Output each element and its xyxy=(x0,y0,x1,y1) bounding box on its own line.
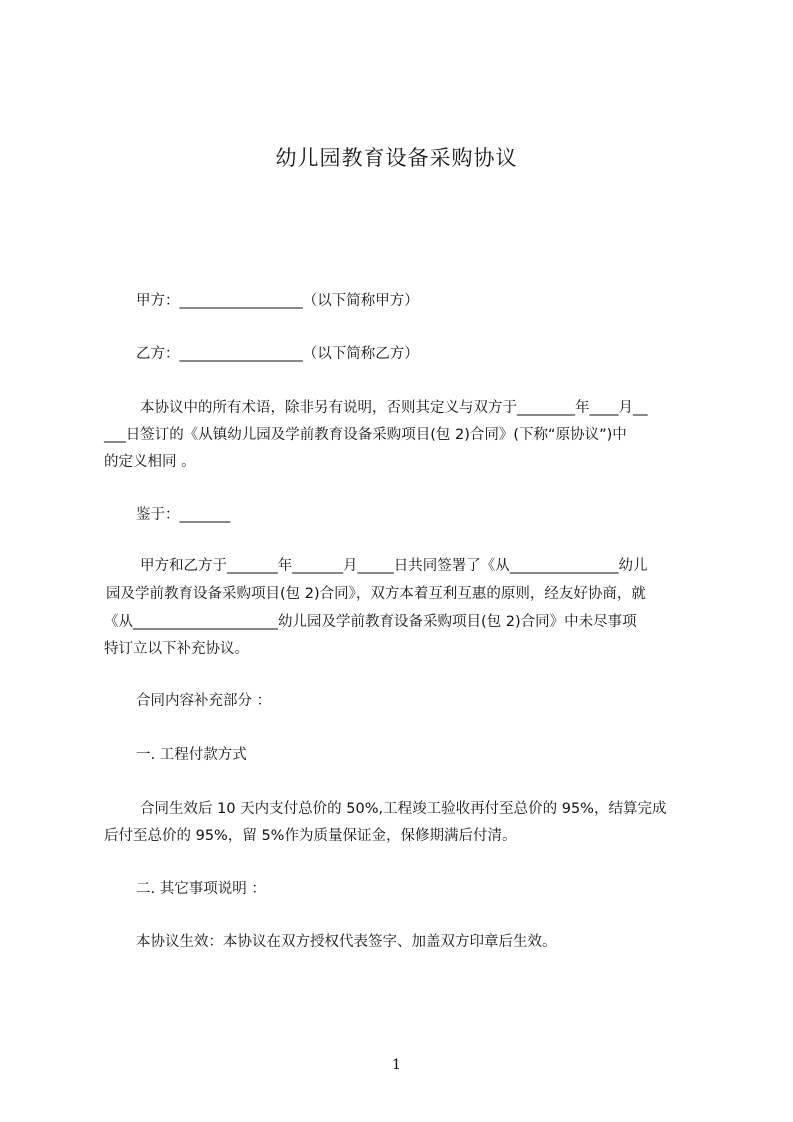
terms-intro-line-2: ___日签订的《从镇幼儿园及学前教育设备采购项目(包 2)合同》(下称“原协议”)中 xyxy=(104,427,627,443)
document-title: 幼儿园教育设备采购协议 xyxy=(275,146,518,170)
background-line-1: 甲方和乙方于_______年_______月_____日共同签署了《从_______________幼儿 xyxy=(140,558,648,574)
page-number: 1 xyxy=(392,1057,401,1073)
terms-intro-line-3: 的定义相同 。 xyxy=(104,454,196,470)
background-line-4: 特订立以下补充协议。 xyxy=(104,641,249,657)
section2-heading: 二. 其它事项说明 ： xyxy=(136,881,266,897)
section1-heading: 一. 工程付款方式 xyxy=(136,747,247,763)
whereas-line: 鉴于：_______ xyxy=(136,507,231,523)
terms-intro-line-1: 本协议中的所有术语，除非另有说明，否则其定义与双方于________年____月__ xyxy=(140,400,648,416)
party-b-line: 乙方：_________________（以下简称乙方） xyxy=(136,346,419,362)
supplement-heading: 合同内容补充部分 ： xyxy=(136,693,272,709)
background-line-2: 园及学前教育设备采购项目(包 2)合同》，双方本着互利互惠的原则，经友好协商，就 xyxy=(106,586,646,602)
effective-clause: 本协议生效：本协议在双方授权代表签字、加盖双方印章后生效。 xyxy=(136,934,557,950)
section1-body-line-2: 后付至总价的 95%，留 5%作为质量保证金，保修期满后付清。 xyxy=(104,828,517,844)
section1-body-line-1: 合同生效后 10 天内支付总价的 50%,工程竣工验收再付至总价的 95%，结算完成 xyxy=(140,801,667,817)
background-line-3: 《从____________________幼儿园及学前教育设备采购项目(包 2)合同》中未尽事项 xyxy=(104,614,637,630)
party-a-line: 甲方：_________________（以下简称甲方） xyxy=(136,293,419,309)
